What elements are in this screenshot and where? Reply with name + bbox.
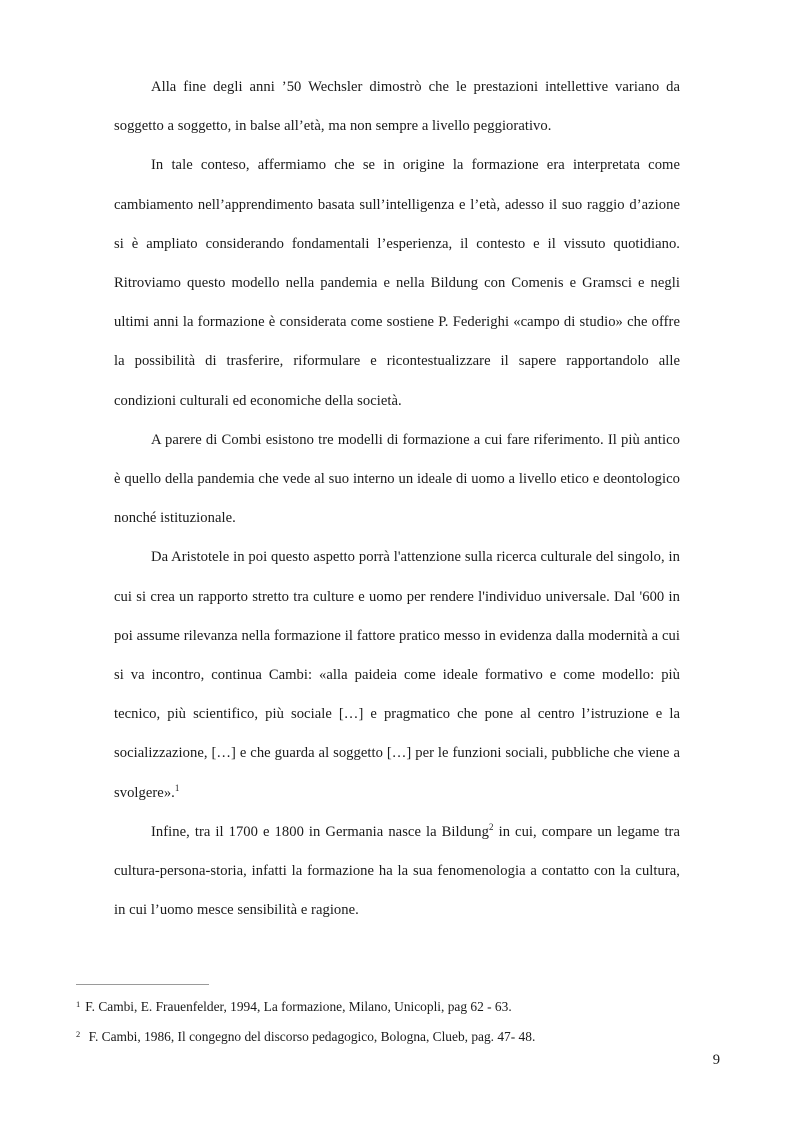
footnote-1	[76, 997, 716, 1017]
footnote-ref-1[interactable]: 1	[174, 782, 180, 793]
paragraph-2	[114, 146, 680, 420]
footnote-separator	[76, 984, 209, 985]
paragraph-3-text: A parere di Combi esistono tre modelli di formazione a cui fare riferimento. Il più antico è quello della pandemia che vede al suo interno un ideale di uomo a livello etico e deontologico nonché istituzionale.	[114, 431, 680, 527]
footnote-2	[76, 1027, 716, 1047]
footnote-2-mark: 2	[76, 1029, 81, 1039]
footnote-1-text: F. Cambi, E. Frauenfelder, 1994, La formazione, Milano, Unicopli, pag 62 - 63.	[85, 999, 512, 1014]
body-text	[114, 68, 680, 930]
paragraph-4-text: Da Aristotele in poi questo aspetto porrà l'attenzione sulla ricerca culturale del singolo, in cui si crea un rapporto stretto tra culture e uomo per rendere l'individuo universale. Dal '600 in poi assume rilevanza nella formazione il fattore pratico messo in evidenza dalla modernità a cui si va incontro, continua Cambi: «alla paideia come ideale formativo e come modello: più tecnico, più scientifico, più sociale […] e pragmatico che pone al centro l’istruzione e la socializzazione, […] e che guarda al soggetto […] per le funzioni sociali, pubbliche che viene a svolgere».	[114, 549, 680, 801]
footnote-ref-2[interactable]: 2	[489, 821, 494, 832]
footnotes	[76, 997, 716, 1057]
paragraph-5-text-after: in cui, compare un legame tra cultura-persona-storia, infatti la formazione ha la sua fenomenologia a contatto con la cultura, in cui l’uomo mesce sensibilità e ragione.	[114, 823, 680, 919]
footnote-2-text: F. Cambi, 1986, Il congegno del discorso pedagogico, Bologna, Clueb, pag. 47- 48.	[85, 1029, 536, 1044]
page-number: 9	[712, 1052, 720, 1068]
paragraph-3	[114, 421, 680, 539]
paragraph-1-text: Alla fine degli anni ’50 Wechsler dimostrò che le prestazioni intellettive variano da soggetto a soggetto, in balse all’età, ma non sempre a livello peggiorativo.	[114, 79, 680, 135]
paragraph-2-text: In tale conteso, affermiamo che se in origine la formazione era interpretata come cambiamento nell’apprendimento basata sull’intelligenza e l’età, adesso il suo raggio d’azione si è ampliato considerando fondamentali l’esperienza, il contesto e il vissuto quotidiano. Ritroviamo questo modello nella pandemia e nella Bildung con Comenis e Gramsci e negli ultimi anni la formazione è considerata come sostiene P. Federighi «campo di studio» che offre la possibilità di trasferire, riformulare e ricontestualizzare il sapere rapportandolo alle condizioni culturali ed economiche della società.	[114, 157, 680, 409]
footnote-1-mark: 1	[76, 999, 81, 1009]
paragraph-1	[114, 68, 680, 146]
paragraph-5-text-before: Infine, tra il 1700 e 1800 in Germania nasce la Bildung	[151, 823, 490, 840]
paragraph-5	[114, 813, 680, 931]
paragraph-4	[114, 538, 680, 812]
